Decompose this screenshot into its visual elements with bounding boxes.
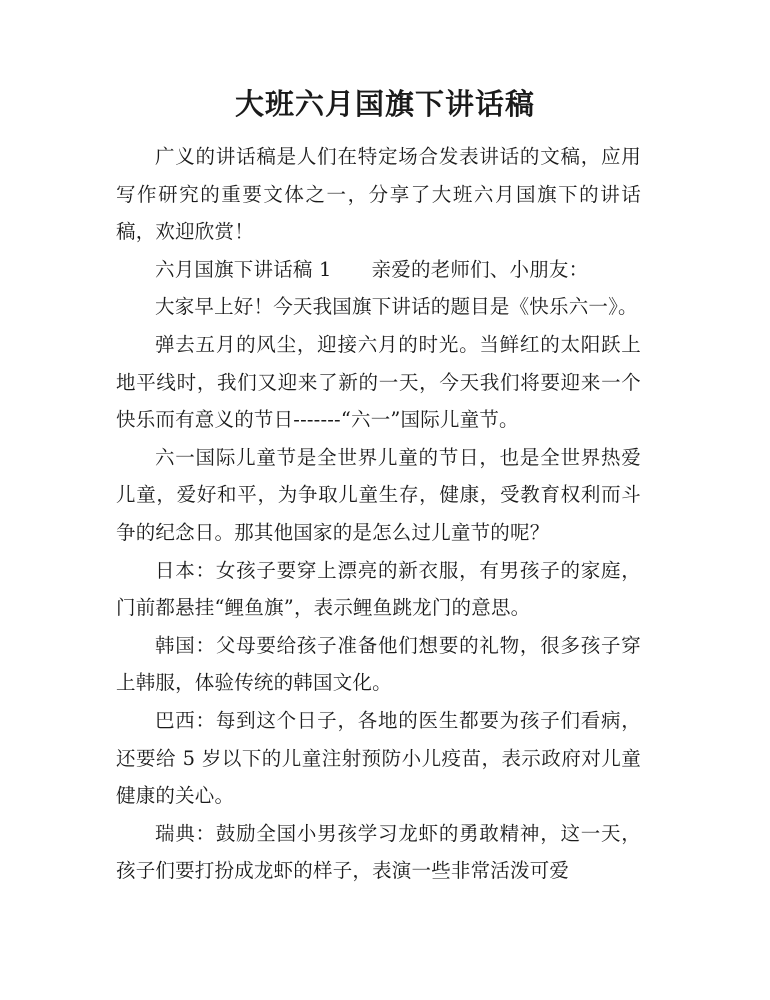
speech-heading: 六月国旗下讲话稿 1 <box>155 257 332 281</box>
paragraph-june: 弹去五月的风尘，迎接六月的时光。当鲜红的太阳跃上地平线时，我们又迎来了新的一天，今天我们将要迎来一个快乐而有意义的节日-------“六一”国际儿童节。 <box>116 332 641 432</box>
paragraph-brazil: 巴西：每到这个日子，各地的医生都要为孩子们看病，还要给 5 岁以下的儿童注射预防小儿疫苗，表示政府对儿童健康的关心。 <box>116 708 641 808</box>
paragraph-speech-heading <box>116 251 641 289</box>
paragraph-japan: 日本：女孩子要穿上漂亮的新衣服，有男孩子的家庭，门前都悬挂“鲤鱼旗”，表示鲤鱼跳龙门的意思。 <box>116 558 641 620</box>
paragraph-opening: 大家早上好！今天我国旗下讲话的题目是《快乐六一》。 <box>155 295 638 319</box>
paragraph-sweden: 瑞典：鼓励全国小男孩学习龙虾的勇敢精神，这一天，孩子们要打扮成龙虾的样子，表演一些非常活泼可爱 <box>116 821 641 883</box>
paragraph-korea: 韩国：父母要给孩子准备他们想要的礼物，很多孩子穿上韩服，体验传统的韩国文化。 <box>116 633 641 695</box>
paragraph-childrens-day: 六一国际儿童节是全世界儿童的节日，也是全世界热爱儿童，爱好和平，为争取儿童生存，健康，受教育权利而斗争的纪念日。那其他国家的是怎么过儿童节的呢？ <box>116 445 641 544</box>
speech-greeting: 亲爱的老师们、小朋友： <box>371 257 589 281</box>
paragraph-intro: 广义的讲话稿是人们在特定场合发表讲话的文稿，应用写作研究的重要文体之一，分享了大班六月国旗下的讲话稿，欢迎欣赏！ <box>116 145 641 244</box>
document-title: 大班六月国旗下讲话稿 <box>234 87 535 121</box>
document-body <box>116 138 641 890</box>
